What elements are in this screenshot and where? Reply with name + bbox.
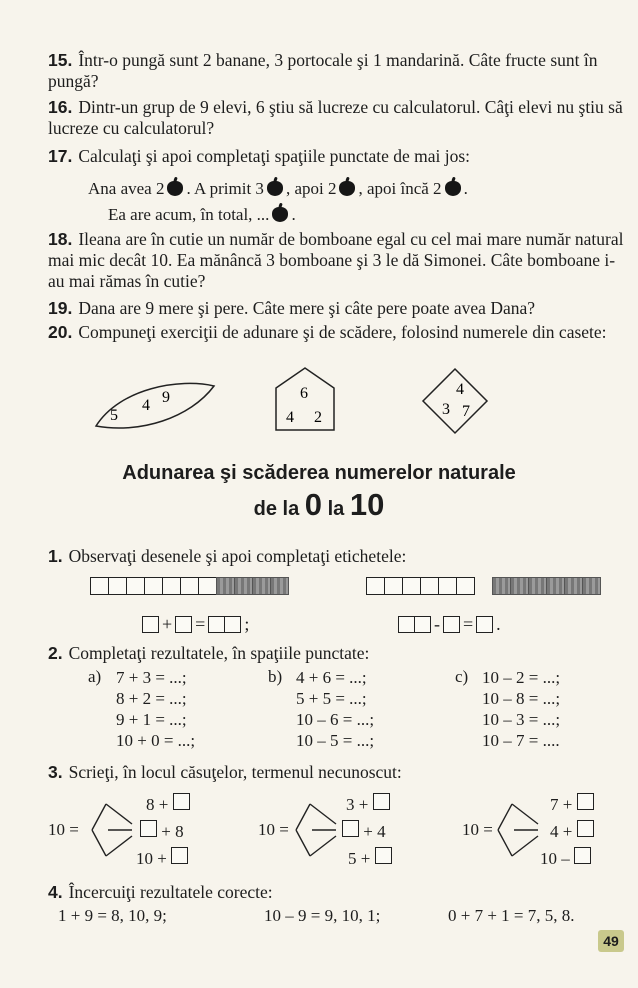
question-number: 1.: [48, 546, 63, 566]
column-c-label: c): [455, 667, 469, 686]
answer-box[interactable]: [142, 616, 159, 633]
answer-box[interactable]: [375, 847, 392, 864]
answer-box[interactable]: [443, 616, 460, 633]
question-2: [48, 643, 628, 664]
diamond-shape: [420, 366, 490, 436]
answer-box[interactable]: [208, 616, 225, 633]
question-text: Observaţi desenele şi apoi completaţi etichetele:: [68, 546, 407, 566]
question-4: [48, 882, 628, 903]
question-text: Scrieţi, în locul căsuţelor, termenul necunoscut:: [68, 762, 402, 782]
exercise-number: 20.: [48, 322, 73, 342]
exercise-text: Dana are 9 mere şi pere. Câte mere şi câte pere poate avea Dana?: [78, 298, 536, 318]
exercise-17-line-2: Ea are acum, în total, ... .: [108, 205, 296, 224]
exercise-18: [48, 229, 628, 292]
box-row-left: [90, 577, 288, 595]
answer-box[interactable]: [173, 793, 190, 810]
q4-item-2: 10 – 9 = 9, 10, 1;: [264, 906, 381, 925]
answer-box[interactable]: [175, 616, 192, 633]
column-b: 4 + 6 = ...; 5 + 5 = ...; 10 – 6 = ...; 10 – 5 = ...;: [296, 668, 375, 750]
leaf-number: 4: [142, 397, 150, 414]
exercise-17: [48, 146, 628, 167]
leaf-number: 5: [110, 407, 118, 424]
house-number: 6: [300, 385, 308, 402]
answer-box[interactable]: [171, 847, 188, 864]
answer-box[interactable]: [398, 616, 415, 633]
apple-icon: [445, 181, 461, 196]
exercise-text: Dintr-un grup de 9 elevi, 6 ştiu să lucreze cu calculatorul. Câţi elevi nu ştiu să lucreze cu calculatorul?: [48, 97, 623, 138]
apple-icon: [267, 181, 283, 196]
apple-icon: [339, 181, 355, 196]
exercise-number: 16.: [48, 97, 73, 117]
section-subtitle: de la 0 la 10: [253, 487, 385, 522]
answer-box[interactable]: [414, 616, 431, 633]
exercise-text: Compuneţi exerciţii de adunare şi de scădere, folosind numerele din casete:: [78, 322, 607, 342]
exercise-15: [48, 50, 628, 92]
diamond-number: 4: [456, 381, 464, 398]
q4-item-3: 0 + 7 + 1 = 7, 5, 8.: [448, 906, 575, 925]
house-shape: [272, 366, 338, 434]
exercise-19: [48, 298, 628, 319]
leaf-number: 9: [162, 389, 170, 406]
house-number: 4: [286, 409, 294, 426]
tree-2-bottom: 5 +: [348, 847, 392, 869]
answer-box[interactable]: [476, 616, 493, 633]
answer-box[interactable]: [577, 820, 594, 837]
tree-3-lhs: 10 =: [462, 820, 493, 839]
tree-1-top: 8 +: [146, 793, 190, 815]
tree-3-middle: 4 +: [550, 820, 594, 842]
page-number: 49: [598, 930, 624, 952]
tree-2-top: 3 +: [346, 793, 390, 815]
answer-box[interactable]: [373, 793, 390, 810]
column-a-label: a): [88, 667, 102, 686]
equation-addition: + = ;: [142, 614, 249, 635]
question-number: 4.: [48, 882, 63, 902]
column-b-label: b): [268, 667, 283, 686]
answer-box[interactable]: [577, 793, 594, 810]
tree-1-bottom: 10 +: [136, 847, 188, 869]
apple-icon: [272, 207, 288, 222]
exercise-text: Ileana are în cutie un număr de bomboane egal cu cel mai mare număr natural mai mic decât 10. Ea mănâncă 3 bomboane şi 3 le dă Simonei. Câte bomboane i-au mai rămas în cutie?: [48, 229, 624, 291]
leaf-shape: [90, 378, 220, 434]
question-text: Completaţi rezultatele, în spaţiile punctate:: [68, 643, 370, 663]
tree-3-top: 7 +: [550, 793, 594, 815]
exercise-17-line-1: Ana avea 2 . A primit 3 , apoi 2 , apoi încă 2 .: [88, 179, 468, 198]
exercise-20: [48, 322, 628, 343]
answer-box[interactable]: [224, 616, 241, 633]
tree-2-lhs: 10 =: [258, 820, 289, 839]
house-number: 2: [314, 409, 322, 426]
diamond-number: 7: [462, 403, 470, 420]
exercise-text: Într-o pungă sunt 2 banane, 3 portocale şi 1 mandarină. Câte fructe sunt în pungă?: [48, 50, 598, 91]
exercise-16: [48, 97, 628, 139]
exercise-number: 18.: [48, 229, 73, 249]
column-a: 7 + 3 = ...; 8 + 2 = ...; 9 + 1 = ...; 10 + 0 = ...;: [116, 668, 196, 750]
answer-box[interactable]: [574, 847, 591, 864]
question-number: 3.: [48, 762, 63, 782]
exercise-number: 17.: [48, 146, 73, 166]
column-c: 10 – 2 = ...; 10 – 8 = ...; 10 – 3 = ...; 10 – 7 = ....: [482, 668, 561, 750]
tree-1-middle: + 8: [140, 820, 184, 842]
question-1: [48, 546, 628, 567]
question-text: Încercuiţi rezultatele corecte:: [68, 882, 273, 902]
tree-1-lhs: 10 =: [48, 820, 79, 839]
box-row-right: [366, 577, 600, 595]
exercise-text: Calculaţi şi apoi completaţi spaţiile punctate de mai jos:: [78, 146, 471, 166]
q4-item-1: 1 + 9 = 8, 10, 9;: [58, 906, 167, 925]
diamond-number: 3: [442, 401, 450, 418]
question-number: 2.: [48, 643, 63, 663]
tree-3-bottom: 10 –: [540, 847, 591, 869]
answer-box[interactable]: [342, 820, 359, 837]
apple-icon: [167, 181, 183, 196]
section-title: Adunarea şi scăderea numerelor naturale: [122, 462, 516, 484]
exercise-number: 19.: [48, 298, 73, 318]
exercise-number: 15.: [48, 50, 73, 70]
tree-2-middle: + 4: [342, 820, 386, 842]
equation-subtraction: - = .: [398, 614, 501, 635]
answer-box[interactable]: [140, 820, 157, 837]
